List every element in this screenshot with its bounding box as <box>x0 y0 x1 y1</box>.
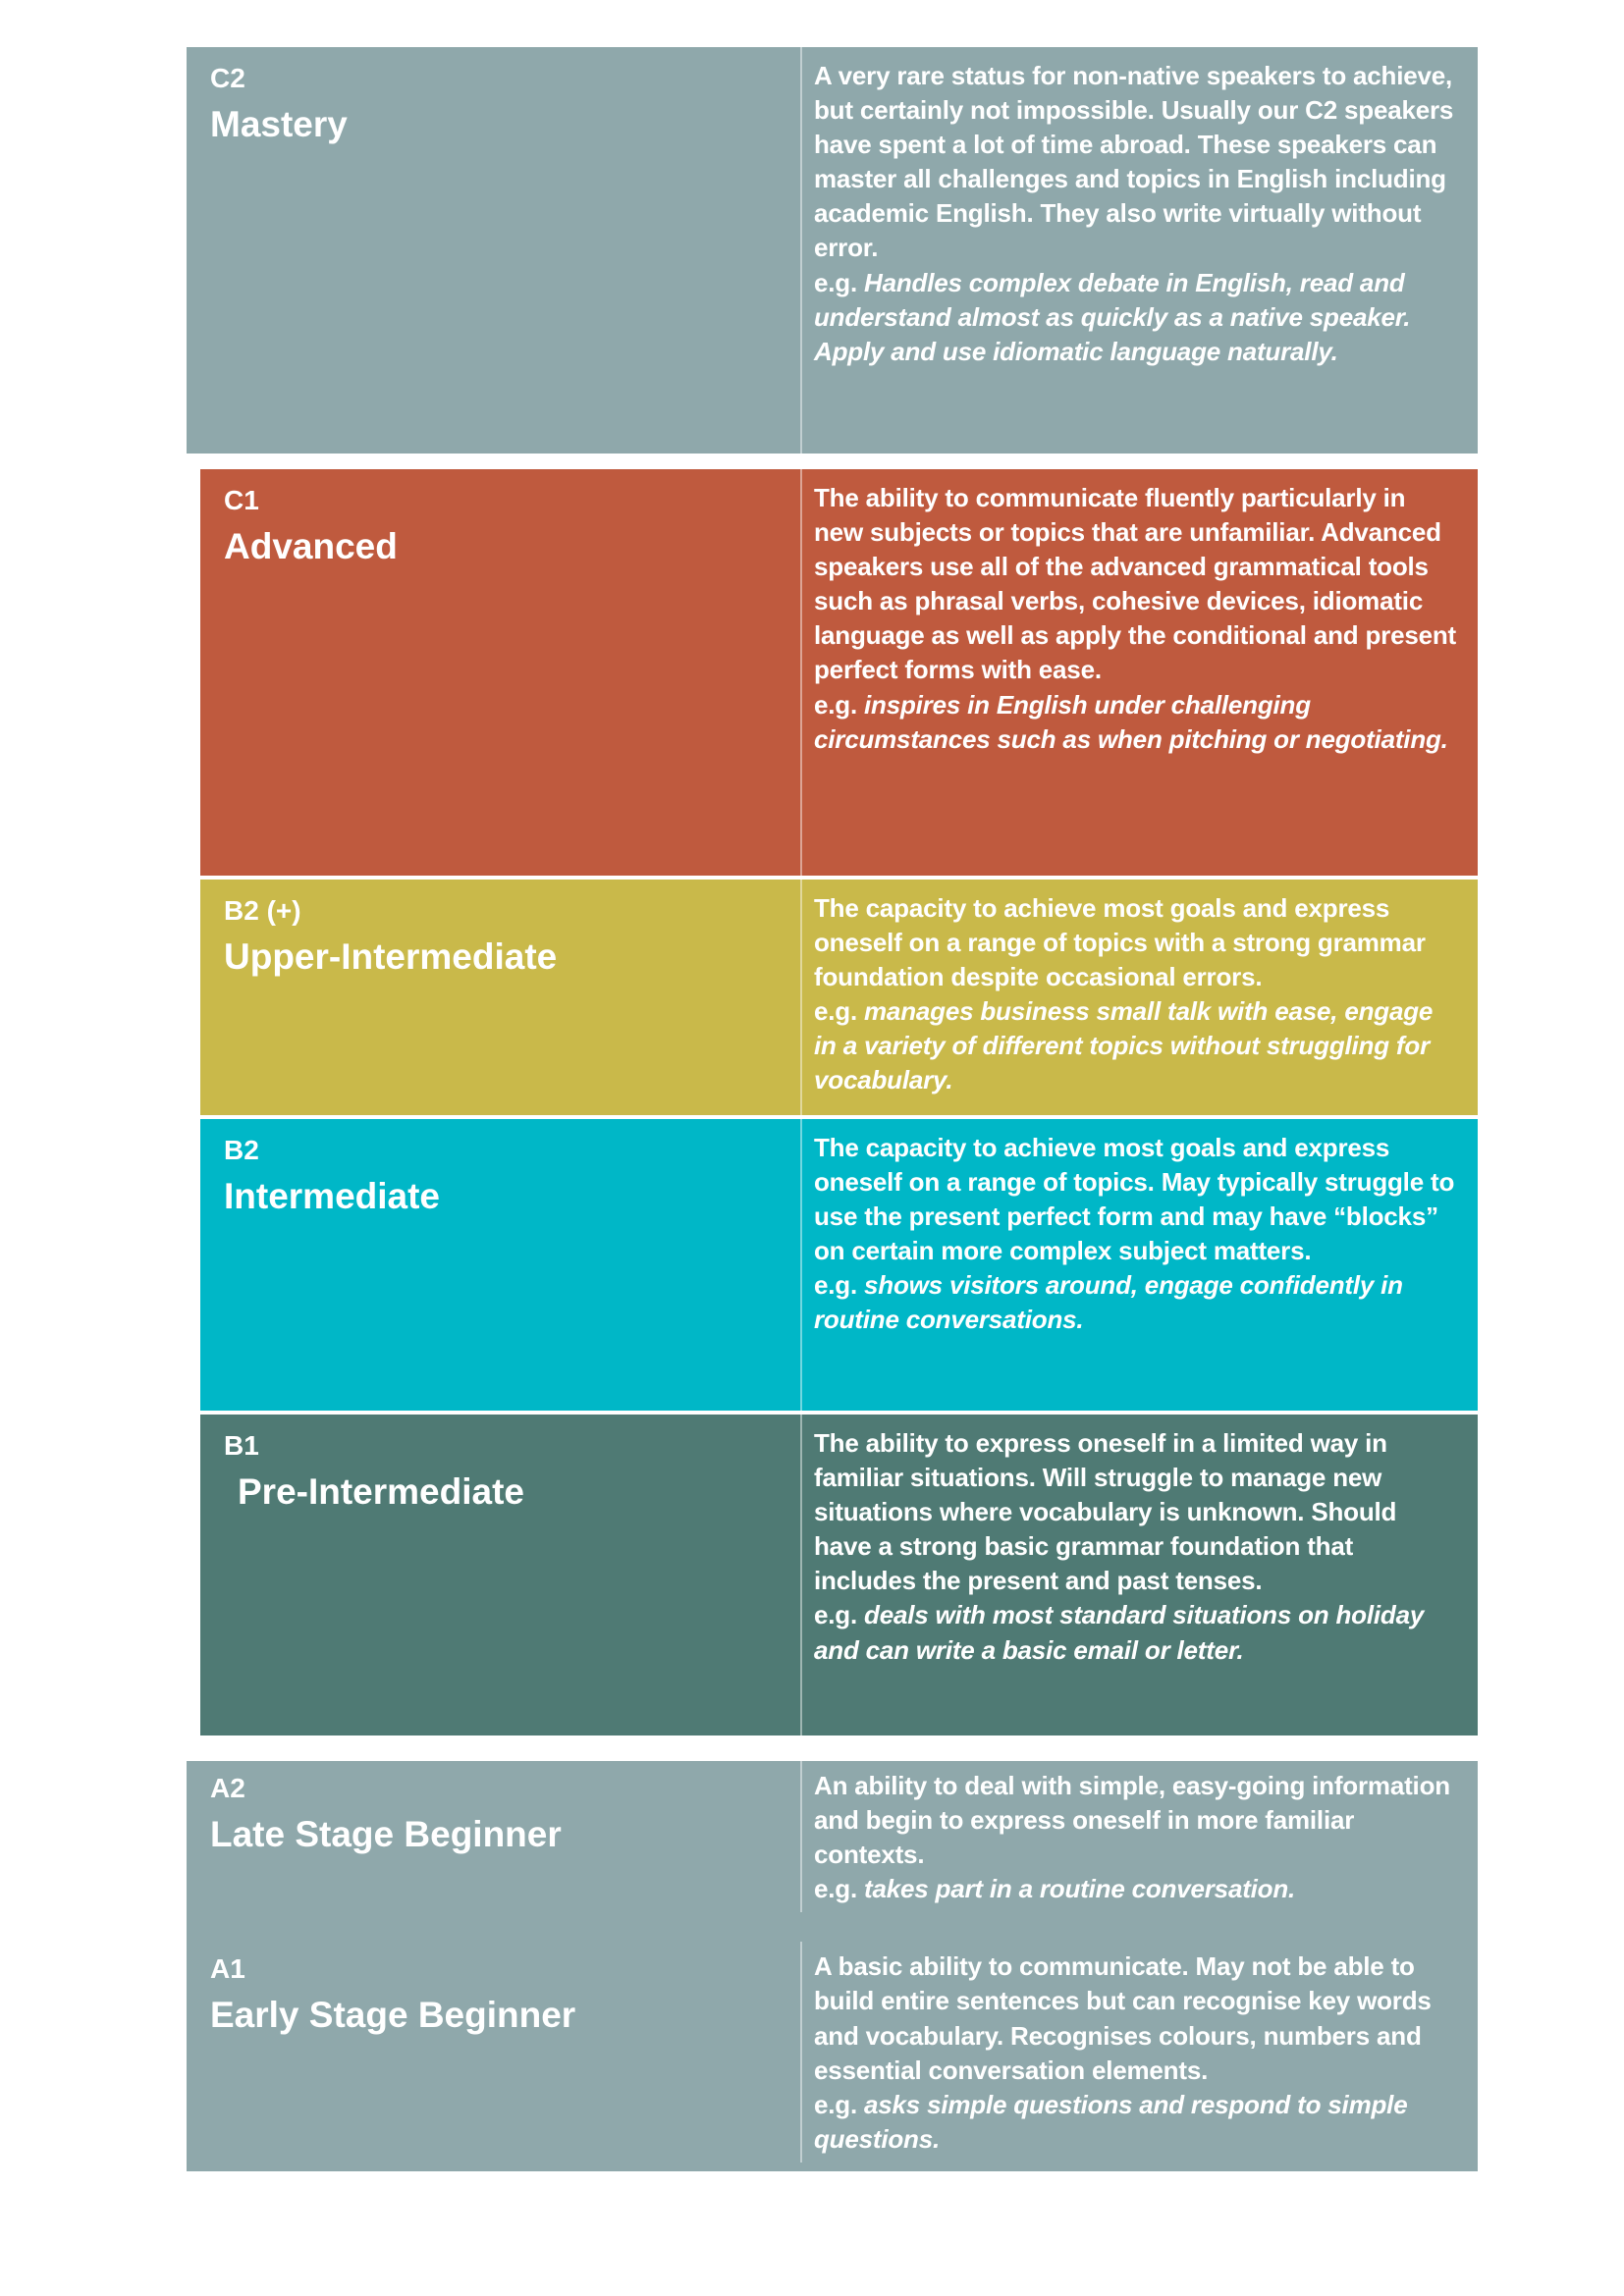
example-prefix: e.g. <box>814 2089 865 2119</box>
level-description: The ability to communicate fluently particularly in new subjects or topics that are unfamiliar. Advanced speakers use all of the advanced grammatical tools such as phrasal verbs, cohesive devices, idiomatic language as well as apply the conditional and present perfect forms with ease. <box>814 483 1456 685</box>
level-row-c1 <box>200 469 1478 876</box>
level-row-c2 <box>187 47 1478 454</box>
level-example <box>814 994 1460 1097</box>
level-name: Upper-Intermediate <box>224 936 558 977</box>
example-text: Handles complex debate in English, read and understand almost as quickly as a native speaker. Apply and use idiomatic language naturally. <box>814 267 1411 366</box>
level-description: The ability to express oneself in a limited way in familiar situations. Will struggle to manage new situations where vocabulary is unknown. Should have a strong basic grammar foundation that includes the present and past tenses. <box>814 1428 1397 1596</box>
level-example <box>814 1598 1460 1667</box>
example-prefix: e.g. <box>814 1270 865 1301</box>
level-label-cell <box>200 880 800 1115</box>
example-text: deals with most standard situations on holiday and can write a basic email or letter. <box>814 1600 1425 1665</box>
example-prefix: e.g. <box>814 996 865 1027</box>
level-description-cell <box>800 1415 1478 1735</box>
example-prefix: e.g. <box>814 1874 865 1904</box>
level-name: Late Stage Beginner <box>210 1814 562 1854</box>
level-code: C2 <box>210 63 245 93</box>
example-text: asks simple questions and respond to simple questions. <box>814 2089 1408 2154</box>
level-code: B2 <box>224 1135 259 1165</box>
level-subrow-a2 <box>187 1761 1478 1912</box>
example-prefix: e.g. <box>814 689 865 720</box>
example-prefix: e.g. <box>814 1600 865 1630</box>
level-description: The capacity to achieve most goals and express oneself on a range of topics. May typically struggle to use the present perfect form and may have “blocks” on certain more complex subject matters. <box>814 1133 1455 1266</box>
level-code: A1 <box>210 1953 245 1985</box>
level-row-b1 <box>200 1415 1478 1735</box>
level-description-cell <box>800 1761 1478 1912</box>
level-example <box>814 1268 1460 1337</box>
level-code: B2 (+) <box>224 895 301 926</box>
level-name: Mastery <box>210 104 348 144</box>
example-text: inspires in English under challenging circumstances such as when pitching or negotiating. <box>814 689 1448 754</box>
level-description: The capacity to achieve most goals and express oneself on a range of topics with a strong grammar foundation despite occasional errors. <box>814 893 1426 992</box>
level-description-cell <box>800 1119 1478 1411</box>
example-text: manages business small talk with ease, engage in a variety of different topics without struggling for vocabulary. <box>814 996 1434 1095</box>
level-label-cell <box>200 1415 800 1735</box>
level-example <box>814 2088 1460 2157</box>
level-label-cell <box>187 1761 800 1912</box>
example-prefix: e.g. <box>814 267 865 297</box>
level-description-cell <box>800 880 1478 1115</box>
level-code: C1 <box>224 485 259 515</box>
level-description: An ability to deal with simple, easy-going information and begin to express oneself in more familiar contexts. <box>814 1771 1450 1870</box>
level-description-cell <box>800 1942 1478 2163</box>
level-code: B1 <box>224 1430 259 1461</box>
cefr-levels-table <box>187 47 1478 2171</box>
level-label-cell <box>187 1942 800 2163</box>
level-row-b2-plus <box>200 880 1478 1115</box>
level-description-cell <box>800 469 1478 876</box>
level-description-cell <box>800 47 1478 454</box>
level-example <box>814 1872 1460 1906</box>
level-row-a2-a1 <box>187 1761 1478 2171</box>
level-description: A very rare status for non-native speakers to achieve, but certainly not impossible. Usually our C2 speakers have spent a lot of time abroad. These speakers can master all challenges and topics in English including academic English. They also write virtually without error. <box>814 61 1454 263</box>
row-gap <box>187 454 1478 469</box>
level-code: A2 <box>210 1773 245 1803</box>
level-row-b2 <box>200 1119 1478 1411</box>
level-name: Advanced <box>224 526 398 566</box>
example-text: shows visitors around, engage confidently in routine conversations. <box>814 1270 1403 1335</box>
level-description: A basic ability to communicate. May not be able to build entire sentences but can recognise key words and vocabulary. Recognises colours, numbers and essential conversation elements. <box>814 1951 1432 2085</box>
level-label-cell <box>187 47 800 454</box>
level-example <box>814 688 1460 757</box>
level-label-cell <box>200 1119 800 1411</box>
level-example <box>814 266 1460 369</box>
row-gap <box>187 1735 1478 1757</box>
level-name: Intermediate <box>224 1176 441 1216</box>
example-text: takes part in a routine conversation. <box>864 1874 1296 1904</box>
level-label-cell <box>200 469 800 876</box>
level-subrow-a1 <box>187 1942 1478 2163</box>
level-name: Pre-Intermediate <box>238 1471 524 1512</box>
level-name: Early Stage Beginner <box>210 1995 576 2036</box>
